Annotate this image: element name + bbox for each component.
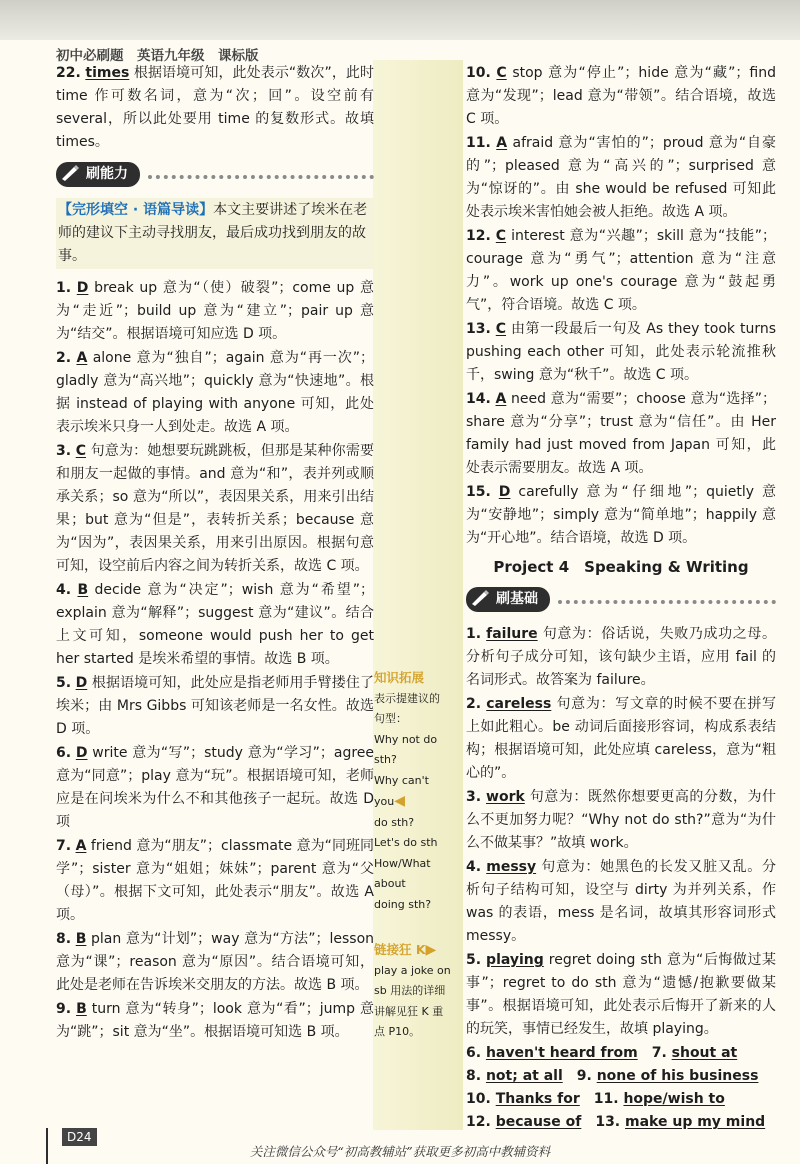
answer-key: B	[76, 1001, 87, 1017]
project-heading: Project 4 Speaking & Writing	[493, 558, 749, 576]
item-number: 8.	[466, 1068, 482, 1084]
explanation: decide 意为“决定”；wish 意为“希望”；explain 意为“解释”；suggest 意为“建议”。结合上文可知，someone would push her to get her started 是埃米希望的事情。故选 B 项。	[56, 582, 374, 667]
answer-key: not; at all	[485, 1068, 563, 1084]
explanation: afraid 意为“害怕的”；proud 意为“自豪的”；pleased 意为“高兴的”；surprised 意为“惊讶的”。由 she would be refused 可知此处表示埃米害怕她会被人拒绝。故选 A 项。	[466, 135, 776, 220]
explanation: turn 意为“转身”；look 意为“看”；jump 意为“跳”；sit 意为“坐”。根据语境可知选 B 项。	[56, 1001, 374, 1040]
explanation: 句意为：俗话说，失败乃成功之母。分析句子成分可知，该句缺少主语，应用 fail 的名词形式。故答案为 failure。	[466, 626, 777, 688]
note-line: do sth?	[374, 815, 415, 829]
top-band	[0, 0, 800, 40]
answer-key: D	[76, 280, 89, 296]
answer-key: B	[75, 931, 87, 947]
item-number: 2.	[56, 350, 72, 366]
item-number: 6.	[466, 1045, 482, 1061]
item-number: 6.	[56, 745, 72, 761]
answer-item	[466, 856, 776, 948]
answer-key: work	[486, 789, 525, 805]
guide-tag: 【完形填空 · 语篇导读】	[58, 202, 214, 218]
blank-answer-row	[466, 1088, 776, 1111]
item-number: 12.	[466, 228, 491, 244]
guide-text: 本文主要讲述了埃米在老师的建议下主动寻找朋友，最后成功找到朋友的故事。	[58, 202, 368, 264]
explanation: 根据语境可知，此处表示“数次”，此时 time 作可数名词，意为“次；回”。设空前有 several，所以此处要用 time 的复数形式。故填 times。	[56, 65, 375, 150]
item-number: 10.	[466, 1091, 491, 1107]
answer-item-22: 22. times 根据语境可知，此处表示“数次”，此时 time 作可数名词，意为“次；回”。设空前有 several，所以此处要用 time 的复数形式。故填 times。	[56, 65, 375, 150]
answer-item	[466, 225, 776, 317]
answer-list	[466, 62, 776, 550]
item-number: 5.	[466, 952, 482, 968]
arrow-icon: ▶	[425, 942, 437, 958]
item-number: 15.	[466, 484, 491, 500]
note-line: sb 用法的详细	[374, 984, 446, 997]
item-number: 11.	[593, 1091, 619, 1107]
explanation: write 意为“写”；study 意为“学习”；agree 意为“同意”；play 意为“玩”。根据语境可知，老师应是在问埃米为什么不和其他孩子一起玩。故选 D 项	[56, 745, 375, 830]
answer-item	[56, 440, 374, 578]
blank-answer-row	[466, 1042, 776, 1065]
item-number: 8.	[56, 931, 72, 947]
answer-item	[466, 62, 776, 131]
explanation: friend 意为“朋友”；classmate 意为“同班同学”；sister 意为“姐姐；妹妹”；parent 意为“父（母）”。根据下文可知，此处表示“朋友”。故选 A 项。	[56, 838, 375, 923]
answer-key: haven't heard from	[485, 1045, 638, 1061]
section-header-ability	[56, 162, 374, 192]
explanation: 句意为：既然你想要更高的分数，为什么不更加努力呢？“Why not do sth?”意为“为什么不做某事？”故填 work。	[466, 789, 777, 851]
left-column	[56, 62, 374, 1045]
arrow-icon: ◀	[394, 793, 405, 809]
item-number: 7.	[651, 1045, 667, 1061]
dotted-divider	[148, 175, 374, 179]
answer-key: playing	[486, 952, 544, 968]
dotted-divider	[558, 600, 776, 604]
note-line: 点 P10。	[374, 1025, 421, 1038]
explanation: 根据语境可知，此处应是指老师用手臂搂住了埃米；由 Mrs Gibbs 可知该老师是一名女性。故选 D 项。	[56, 675, 375, 737]
explanation: interest 意为“兴趣”；skill 意为“技能”；courage 意为“勇气”；attention 意为“注意力”。work up one's courage 意为“鼓起勇气”，符合语境。故选 C 项。	[466, 228, 777, 313]
series-header: 初中必刷题 英语九年级 课标版	[56, 48, 259, 64]
explanation: 句意为：她想要玩跳跳板，但那是某种你需要和朋友一起做的事情。and 意为“和”，表并列或顺承关系；so 意为“所以”，表因果关系，用来引出结果；but 意为“但是”，表转折关系；because 意为“因为”，表因果关系，用来引出原因。根据句意可知，设空前后内容之间为转折关系，故选 C 项。	[56, 443, 375, 574]
answer-key: D	[75, 675, 88, 691]
answer-item	[56, 347, 374, 439]
item-number: 12.	[466, 1114, 491, 1130]
item-number: 13.	[595, 1114, 621, 1130]
item-number: 3.	[56, 443, 72, 459]
answer-key: Thanks for	[495, 1091, 580, 1107]
answer-item	[466, 388, 776, 480]
answer-key: shout at	[671, 1045, 738, 1061]
note-line: Let's do sth	[374, 836, 438, 849]
item-number: 9.	[576, 1068, 592, 1084]
answer-item	[56, 998, 374, 1044]
explanation: stop 意为“停止”；hide 意为“藏”；find 意为“发现”；lead 意为“带领”。结合语境，故选 C 项。	[466, 65, 776, 127]
answer-key: D	[75, 745, 88, 761]
brush-icon	[60, 164, 80, 182]
answer-list	[56, 277, 374, 1044]
section-header-basic	[466, 587, 776, 617]
right-column	[466, 62, 776, 1134]
section-badge: 刷能力	[56, 162, 140, 187]
explanation: 句意为：写文章的时候不要在拼写上如此粗心。be 动词后面接形容词，构成系表结构；根据语境可知，此处应填 careless，意为“粗心的”。	[466, 696, 777, 781]
note-line: play a joke on	[374, 963, 451, 977]
answer-key: C	[495, 228, 507, 244]
answer-list	[466, 623, 776, 1041]
answer-item	[466, 786, 776, 855]
answer-key: messy	[486, 859, 537, 875]
item-number: 4.	[466, 859, 482, 875]
answer-item	[466, 693, 776, 785]
explanation: plan 意为“计划”；way 意为“方法”；lesson 意为“课”；reason 意为“原因”。结合语境可知，此处是老师在告诉埃米交朋友的方法。故选 B 项。	[56, 931, 375, 993]
answer-item	[56, 928, 374, 997]
item-number: 3.	[466, 789, 482, 805]
answer-item	[56, 579, 374, 671]
item-number: 4.	[56, 582, 72, 598]
answer-key: none of his business	[596, 1068, 759, 1084]
answer-item	[466, 949, 776, 1041]
explanation: regret doing sth 意为“后悔做过某事”；regret to do sth 意为“遗憾/抱歉要做某事”。根据语境可知，此处表示后悔开了新来的人的玩笑，事情已经发生，故填 playing。	[466, 952, 776, 1037]
explanation: need 意为“需要”；choose 意为“选择”；share 意为“分享”；trust 意为“信任”。由 Her family had just moved from Japan 可知，此处表示需要朋友。故选 A 项。	[466, 391, 777, 476]
answer-key: A	[496, 135, 508, 151]
explanation: 由第一段最后一句及 As they took turns pushing each other 可知，此处表示轮流推秋千，swing 意为“秋千”。故选 C 项。	[466, 321, 776, 383]
note-title: 链接狂 K▶	[374, 942, 437, 958]
item-number: 1.	[466, 626, 482, 642]
answer-key: B	[77, 582, 89, 598]
item-number: 10.	[466, 65, 491, 81]
note-link	[374, 940, 462, 1043]
brush-icon	[470, 589, 490, 607]
answer-key: A	[495, 391, 507, 407]
item-number: 2.	[466, 696, 482, 712]
note-line: Why can't you◀	[374, 773, 429, 809]
note-title: 知识拓展	[374, 670, 425, 685]
item-number: 7.	[56, 838, 72, 854]
explanation: alone 意为“独自”；again 意为“再一次”；gladly 意为“高兴地”；quickly 意为“快速地”。根据 instead of playing with anyone 可知，此处表示埃米只身一人到处走。故选 A 项。	[56, 350, 375, 435]
note-line: 表示提建议的	[374, 691, 440, 705]
answer-key: C	[75, 443, 86, 459]
answer-item	[56, 277, 374, 346]
note-line: 句型：	[374, 712, 407, 725]
answer-item	[56, 672, 374, 741]
explanation: break up 意为“（使）破裂”；come up 意为“走近”；build up 意为“建立”；pair up 意为“结交”。根据语境可知应选 D 项。	[56, 280, 375, 342]
page-number: D24	[62, 1128, 97, 1146]
answer-item	[466, 132, 776, 224]
reading-guide	[56, 198, 374, 269]
section-badge: 刷基础	[466, 587, 550, 612]
item-number: 1.	[56, 280, 72, 296]
answer-key: C	[496, 65, 507, 81]
item-number: 5.	[56, 675, 72, 691]
blank-answer-row	[466, 1111, 776, 1134]
item-number: 13.	[466, 321, 491, 337]
answer-item	[56, 742, 374, 834]
item-number: 14.	[466, 391, 491, 407]
note-line: 讲解见狂 K 重	[374, 1004, 444, 1018]
item-number: 11.	[466, 135, 491, 151]
answer-key: A	[75, 838, 87, 854]
answer-key: because of	[495, 1114, 582, 1130]
note-line: doing sth?	[374, 897, 432, 911]
note-line: How/What about	[374, 856, 431, 890]
answer-item	[466, 481, 776, 550]
answer-key: D	[498, 484, 511, 500]
item-number: 9.	[56, 1001, 72, 1017]
answer-key: hope/wish to	[623, 1091, 725, 1107]
note-knowledge	[374, 668, 462, 915]
answer-item	[466, 318, 776, 387]
answer-key: make up my mind	[625, 1114, 766, 1130]
answer-key: C	[495, 321, 507, 337]
explanation: 句意为：她黑色的长发又脏又乱。分析句子结构可知，设空与 dirty 为并列关系，作 was 的表语，mess 是名词，故填其形容词形式 messy。	[466, 859, 777, 944]
note-line: Why not do sth?	[374, 732, 438, 766]
footer-note: 关注微信公众号“初高教辅站”获取更多初高中教辅资料	[249, 1144, 551, 1159]
answer-key: times	[85, 65, 130, 81]
answer-key: A	[76, 350, 88, 366]
answer-item	[466, 623, 776, 692]
answer-key: failure	[486, 626, 538, 642]
explanation: carefully 意为“仔细地”；quietly 意为“安静地”；simply 意为“简单地”；happily 意为“开心地”。结合语境，故选 D 项。	[466, 484, 776, 546]
blank-answer-row	[466, 1065, 776, 1088]
fill-blank-answers	[466, 1042, 776, 1134]
answer-key: careless	[486, 696, 552, 712]
answer-item	[56, 835, 374, 927]
